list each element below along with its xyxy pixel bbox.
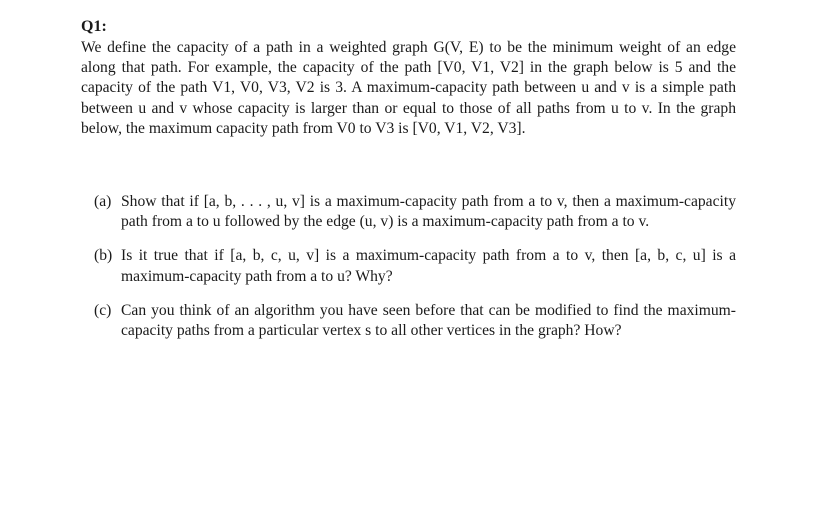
- question-intro: We define the capacity of a path in a weighted graph G(V, E) to be the minimum weight of an edge along that path. For example, the capacity of the path [V0, V1, V2] in the graph below is 5 and the capacity of the path V1, V0, V3, V2 is 3. A maximum-capacity path between u and v is a simple path between u and v whose capacity is larger than or equal to those of all paths from u to v. In the graph below, the maximum capacity path from V0 to V3 is [V0, V1, V2, V3].: [81, 39, 736, 137]
- part-b: [81, 246, 736, 286]
- part-b-text: Is it true that if [a, b, c, u, v] is a maximum-capacity path from a to v, then [a, b, c, u] is a maximum-capacity path from a to u? Why?: [121, 247, 736, 285]
- part-c: [81, 301, 736, 341]
- part-c-label: (c): [94, 301, 112, 319]
- part-a-label: (a): [94, 193, 112, 210]
- part-c-text: Can you think of an algorithm you have seen before that can be modified to find the maximum-capacity paths from a particular vertex s to all other vertices in the graph? How?: [121, 301, 736, 340]
- part-a: [81, 192, 736, 232]
- question-parts: [81, 192, 736, 355]
- question-title: Q1:: [81, 18, 107, 35]
- part-a-text: Show that if [a, b, . . . , u, v] is a maximum-capacity path from a to v, then a maximum-capacity path from a to u followed by the edge (u, v) is a maximum-capacity path from a to v.: [121, 193, 736, 231]
- part-b-label: (b): [94, 247, 113, 265]
